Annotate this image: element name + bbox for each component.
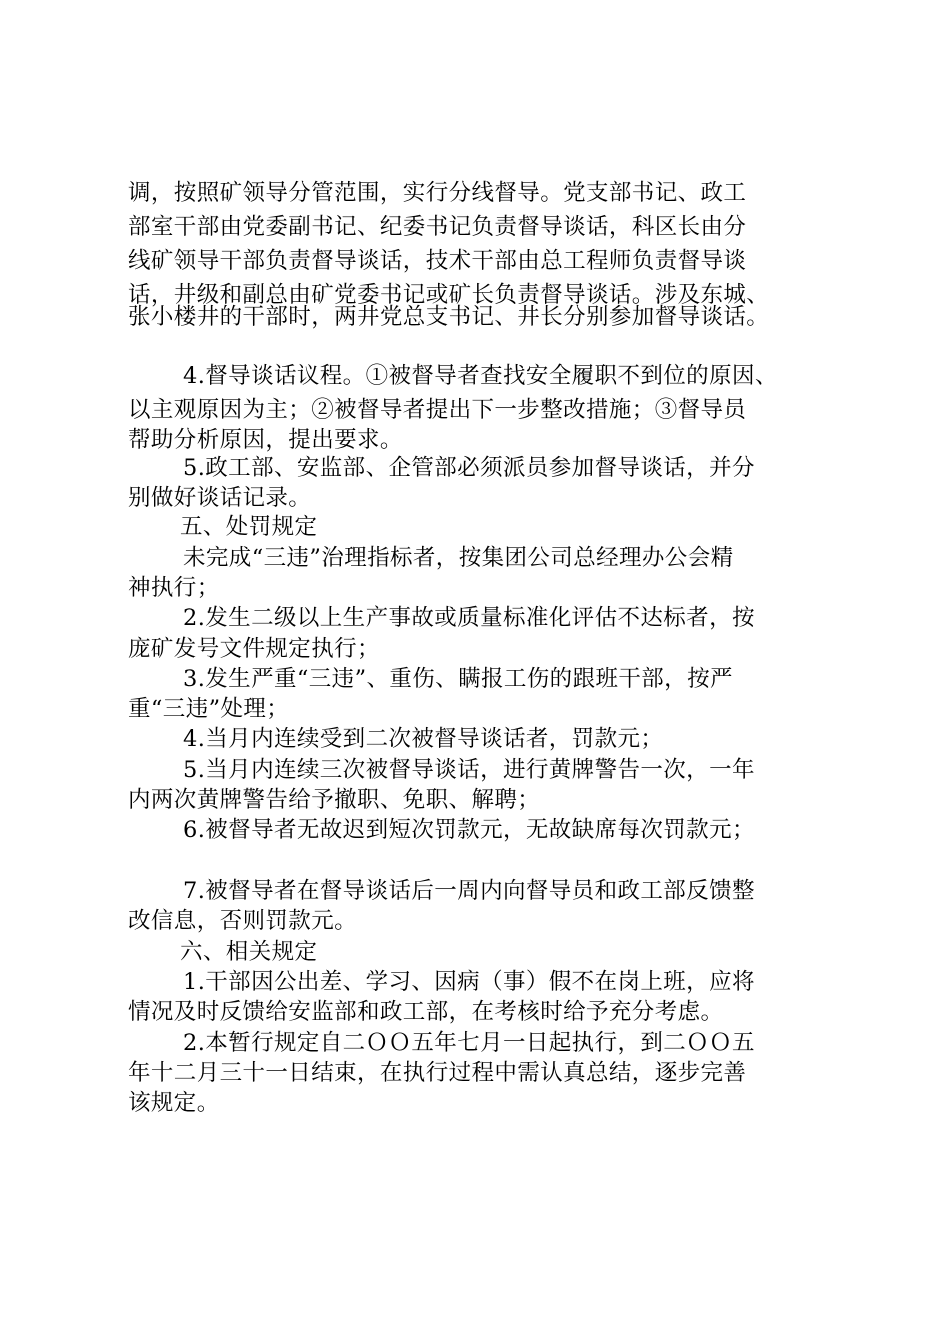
text-line: 帮助分析原因，提出要求。 [128, 427, 403, 453]
text-line: 调，按照矿领导分管范围，实行分线督导。党支部书记、政工 [128, 180, 747, 206]
text-line: 该规定。 [128, 1090, 220, 1116]
text-line: 庞矿发号文件规定执行； [128, 636, 380, 662]
text-line: 别做好谈话记录。 [128, 485, 312, 511]
text-line: 情况及时反馈给安监部和政工部，在考核时给予充分考虑。 [128, 999, 724, 1025]
text-line: 话，井级和副总由矿党委书记或矿长负责督导谈话。涉及东城、 [128, 282, 770, 308]
text-line: 张小楼井的干部时，两井党总支书记、井长分别参加督导谈话。 [128, 304, 770, 330]
section-heading: 六、相关规定 [180, 939, 318, 965]
text-line: 3.发生严重“三违”、重伤、瞒报工伤的跟班干部，按严 [183, 666, 733, 692]
text-line: 年十二月三十一日结束，在执行过程中需认真总结，逐步完善 [128, 1060, 747, 1086]
text-line: 未完成“三违”治理指标者，按集团公司总经理办公会精 [183, 545, 734, 571]
text-line: 2.本暂行规定自二ＯＯ五年七月一日起执行，到二ＯＯ五 [183, 1030, 755, 1056]
text-line: 改信息，否则罚款元。 [128, 908, 358, 934]
section-heading: 五、处罚规定 [180, 514, 318, 540]
text-line: 内两次黄牌警告给予撤职、免职、解聘； [128, 787, 541, 813]
text-line: 线矿领导干部负责督导谈话，技术干部由总工程师负责督导谈 [128, 248, 747, 274]
text-line: 重“三违”处理； [128, 696, 290, 722]
text-line: 6.被督导者无故迟到短次罚款元，无故缺席每次罚款元； [183, 817, 755, 843]
text-line: 2.发生二级以上生产事故或质量标准化评估不达标者，按 [183, 605, 755, 631]
text-line: 5.当月内连续三次被督导谈话，进行黄牌警告一次，一年 [183, 757, 755, 783]
text-line: 4.当月内连续受到二次被督导谈话者，罚款元； [183, 726, 664, 752]
text-line: 神执行； [128, 575, 220, 601]
text-line: 4.督导谈话议程。①被督导者查找安全履职不到位的原因、 [183, 363, 778, 389]
text-line: 部室干部由党委副书记、纪委书记负责督导谈话，科区长由分 [128, 214, 747, 240]
text-line: 5.政工部、安监部、企管部必须派员参加督导谈话，并分 [183, 455, 755, 481]
text-line: 1.干部因公出差、学习、因病（事）假不在岗上班，应将 [183, 969, 755, 995]
text-line: 以主观原因为主；②被督导者提出下一步整改措施；③督导员 [128, 397, 747, 423]
text-line: 7.被督导者在督导谈话后一周内向督导员和政工部反馈整 [183, 878, 755, 904]
